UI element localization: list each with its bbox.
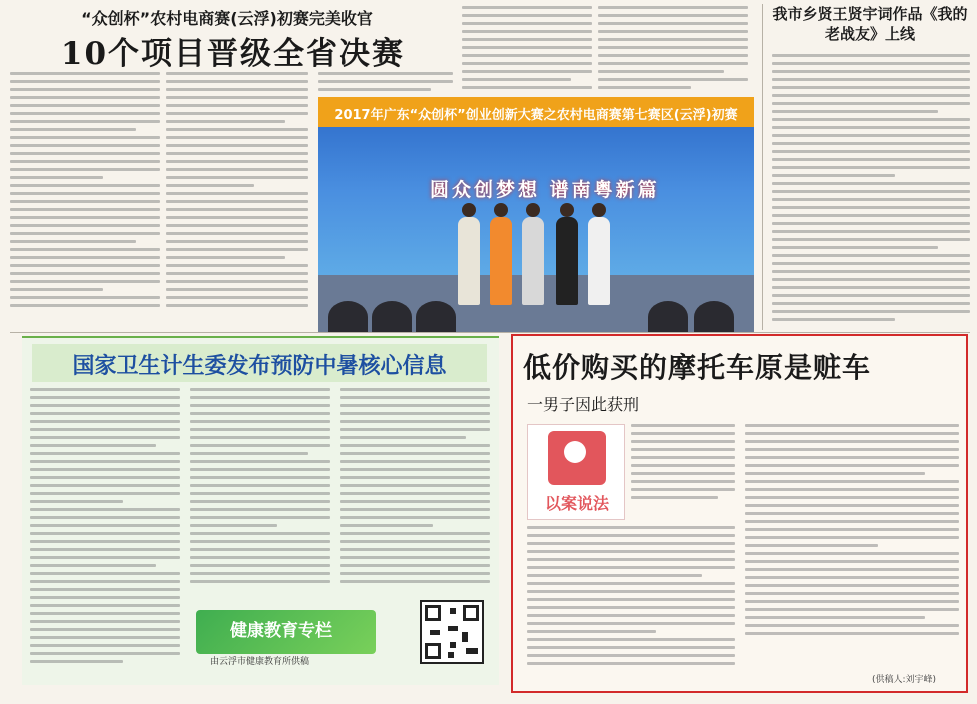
photo-audience — [694, 301, 734, 333]
legal-body-col-1b — [527, 526, 735, 686]
photo-audience — [416, 301, 456, 333]
case-law-logo — [527, 424, 625, 520]
column-divider — [762, 4, 763, 330]
article-headline: 10个项目晋级全省决赛 — [60, 36, 406, 72]
case-figure-icon — [548, 431, 606, 485]
case-label: 以案说法 — [544, 494, 609, 513]
article-body-col-1 — [10, 72, 160, 310]
article-kicker: “众创杯”农村电商赛(云浮)初赛完美收官 — [81, 9, 373, 28]
photo-person — [458, 217, 480, 305]
photo-slogan: 圆众创梦想 谱南粤新篇 — [430, 179, 660, 201]
health-banner-title: 健康教育专栏 — [230, 621, 332, 641]
health-body-col-1 — [30, 388, 180, 678]
legal-body-col-1 — [631, 424, 735, 520]
legal-author: (供稿人:刘宇峰) — [872, 675, 937, 685]
health-body-col-3 — [340, 388, 490, 598]
article-body-col-3 — [318, 72, 453, 94]
right-article-headline: 我市乡贤王贤宇词作品《我的老战友》上线 — [772, 5, 968, 44]
photo-audience — [648, 301, 688, 333]
health-column-banner — [196, 610, 376, 654]
qr-code-icon — [420, 600, 484, 664]
photo-person — [522, 217, 544, 305]
photo-audience — [328, 301, 368, 333]
legal-subheadline: 一男子因此获刑 — [527, 395, 640, 414]
photo-person — [588, 217, 610, 305]
legal-article — [511, 334, 968, 693]
event-photo — [318, 97, 754, 333]
health-banner-caption: 由云浮市健康教育所供稿 — [210, 657, 310, 667]
photo-banner: 2017年广东“众创杯”创业创新大赛之农村电商赛第七赛区(云浮)初赛 — [318, 97, 754, 127]
legal-body-col-2 — [745, 424, 959, 664]
health-body-col-2 — [190, 388, 330, 600]
photo-person — [490, 217, 512, 305]
article-body-col-5 — [598, 6, 748, 94]
health-headline: 国家卫生计生委发布预防中暑核心信息 — [32, 344, 487, 382]
legal-headline: 低价购买的摩托车原是赃车 — [523, 351, 872, 384]
section-divider — [10, 332, 970, 333]
article-body-col-2 — [166, 72, 308, 310]
photo-person — [556, 217, 578, 305]
article-body-col-4 — [462, 6, 592, 94]
right-article-body — [772, 54, 970, 330]
photo-audience — [372, 301, 412, 333]
